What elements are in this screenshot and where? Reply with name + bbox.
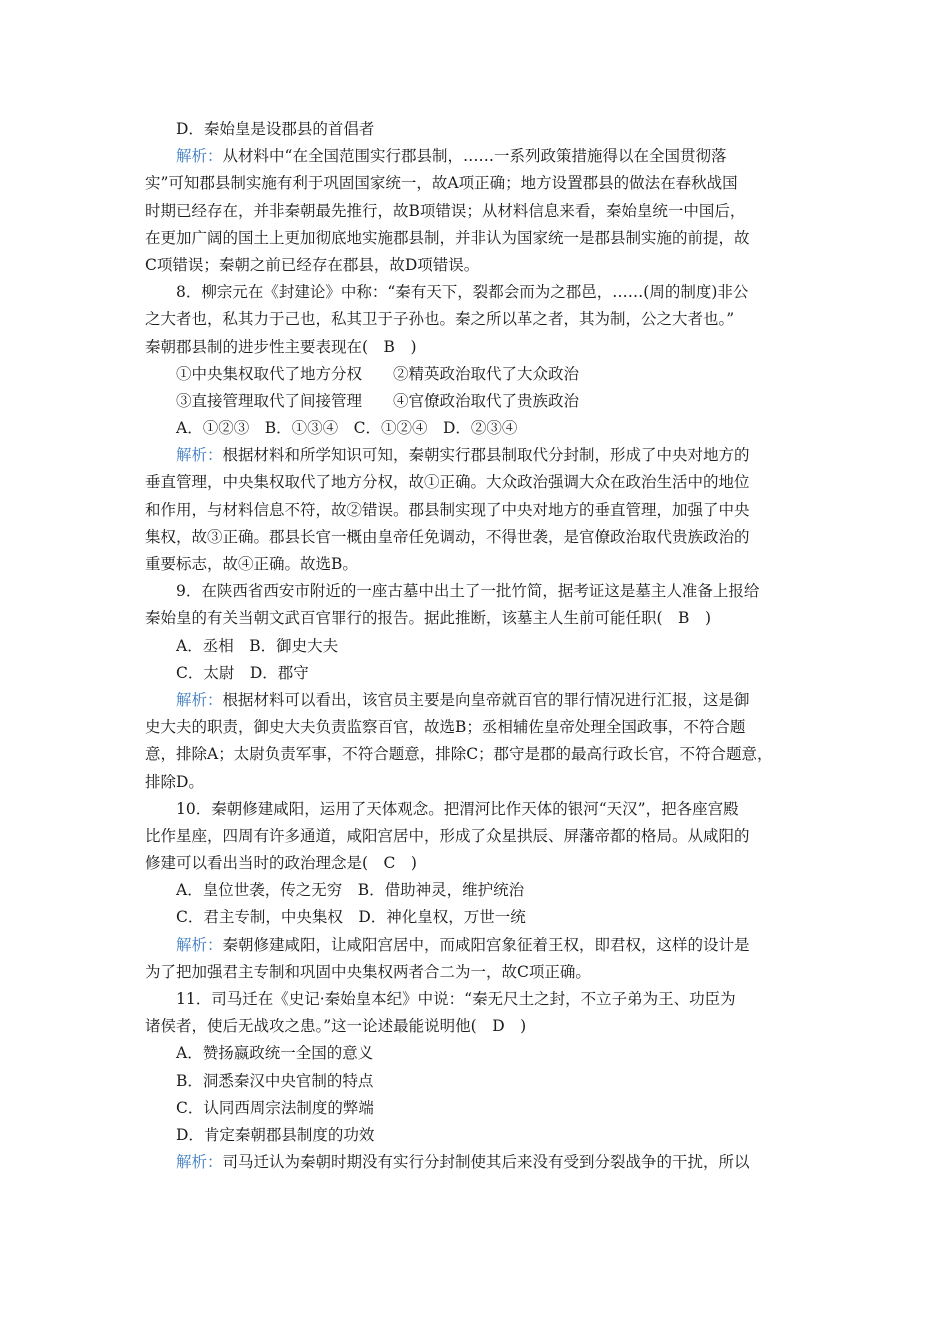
- line-text: 排除D。: [145, 772, 204, 791]
- text-line: [145, 959, 813, 986]
- text-line: [145, 1149, 813, 1176]
- line-text: 8．柳宗元在《封建论》中称：“秦有天下，裂都会而为之郡邑，……(周的制度)非公: [176, 283, 749, 302]
- text-line: [145, 442, 813, 469]
- text-line: [145, 877, 813, 904]
- text-line: [145, 1068, 813, 1095]
- line-text: 11．司马迁在《史记·秦始皇本纪》中说：“秦无尺土之封，不立子弟为王、功臣为: [176, 990, 736, 1008]
- text-line: [145, 524, 813, 551]
- line-text: 司马迁认为秦朝时期没有实行分封制使其后来没有受到分裂战争的干扰，所以: [222, 1153, 750, 1172]
- line-text: 诸侯者，使后无战攻之患。”这一论述最能说明他( D ): [145, 1017, 527, 1036]
- line-text: 之大者也，私其力于己也，私其卫于子孙也。秦之所以革之者，其为制，公之大者也。”: [145, 310, 735, 329]
- text-line: [145, 904, 813, 931]
- text-line: [145, 361, 813, 388]
- line-text: ①中央集权取代了地方分权 ②精英政治取代了大众政治: [176, 364, 580, 383]
- line-text: 和作用，与材料信息不符，故②错误。郡县制实现了中央对地方的垂直管理，加强了中央: [145, 500, 750, 519]
- line-text: 实”可知郡县制实施有利于巩固国家统一，故A项正确；地方设置郡县的做法在春秋战国: [145, 174, 738, 193]
- line-text: 比作星座，四周有许多通道，咸阳宫居中，形成了众星拱辰、屏藩帝都的格局。从咸阳的: [145, 826, 750, 845]
- text-line: [145, 225, 813, 252]
- text-line: [145, 1040, 813, 1067]
- text-line: [145, 796, 813, 823]
- text-line: [145, 932, 813, 959]
- line-text: B．洞悉秦汉中央官制的特点: [176, 1071, 374, 1090]
- line-text: A．赞扬嬴政统一全国的意义: [176, 1044, 374, 1063]
- line-text: 在更加广阔的国土上更加彻底地实施郡县制，并非认为国家统一是郡县制实施的前提，故: [145, 228, 750, 247]
- line-text: C．认同西周宗法制度的弊端: [176, 1098, 374, 1117]
- line-text: 从材料中“在全国范围实行郡县制，……一系列政策措施得以在全国贯彻落: [222, 147, 727, 166]
- line-text: 秦朝修建咸阳，让咸阳宫居中，而咸阳宫象征着王权，即君权，这样的设计是: [222, 935, 750, 954]
- document-body: [145, 116, 813, 1176]
- text-line: [145, 741, 813, 768]
- line-text: 时期已经存在，并非秦朝最先推行，故B项错误；从材料信息来看，秦始皇统一中国后，: [145, 201, 746, 220]
- text-line: [145, 850, 813, 877]
- line-text: 根据材料和所学知识可知，秦朝实行郡县制取代分封制，形成了中央对地方的: [222, 446, 750, 465]
- text-line: [145, 823, 813, 850]
- line-text: A．丞相 B．御史大夫: [176, 636, 339, 655]
- text-line: [145, 633, 813, 660]
- line-text: 为了把加强君主专制和巩固中央集权两者合二为一，故C项正确。: [145, 962, 591, 981]
- line-text: 秦始皇的有关当朝文武百官罪行的报告。据此推断，该墓主人生前可能任职( B ): [145, 609, 711, 628]
- line-text: 集权，故③正确。郡县长官一概由皇帝任免调动，不得世袭，是官僚政治取代贵族政治的: [145, 527, 750, 546]
- text-line: [145, 986, 813, 1013]
- line-text: 根据材料可以看出，该官员主要是向皇帝就百官的罪行情况进行汇报，这是御: [222, 690, 750, 709]
- line-text: 修建可以看出当时的政治理念是( C ): [145, 854, 417, 873]
- text-line: [145, 687, 813, 714]
- text-line: [145, 551, 813, 578]
- line-text: A．①②③ B．①③④ C．①②④ D．②③④: [176, 419, 518, 438]
- text-line: [145, 143, 813, 170]
- line-text: D．肯定秦朝郡县制度的功效: [176, 1125, 375, 1144]
- line-text: D．秦始皇是设郡县的首倡者: [176, 120, 375, 138]
- line-text: C项错误；秦朝之前已经存在郡县，故D项错误。: [145, 255, 480, 274]
- line-text: 意，排除A；太尉负责军事，不符合题意，排除C；郡守是郡的最高行政长官，不符合题意，: [145, 745, 773, 764]
- line-text: 10．秦朝修建咸阳，运用了天体观念。把渭河比作天体的银河“天汉”，把各座宫殿: [176, 799, 739, 818]
- text-line: [145, 170, 813, 197]
- analysis-label: 解析：: [176, 690, 223, 709]
- line-text: A．皇位世袭，传之无穷 B．借助神灵，维护统治: [176, 881, 525, 900]
- text-line: [145, 1122, 813, 1149]
- line-text: 重要标志，故④正确。故选B。: [145, 555, 358, 573]
- text-line: [145, 578, 813, 605]
- analysis-label: 解析：: [176, 935, 223, 954]
- text-line: [145, 334, 813, 361]
- text-line: [145, 415, 813, 442]
- text-line: [145, 116, 813, 143]
- text-line: [145, 198, 813, 225]
- text-line: [145, 1095, 813, 1122]
- text-line: [145, 660, 813, 687]
- line-text: ③直接管理取代了间接管理 ④官僚政治取代了贵族政治: [176, 391, 580, 410]
- text-line: [145, 769, 813, 796]
- text-line: [145, 605, 813, 632]
- text-line: [145, 388, 813, 415]
- text-line: [145, 252, 813, 279]
- analysis-label: 解析：: [176, 147, 223, 166]
- line-text: 秦朝郡县制的进步性主要表现在( B ): [145, 337, 417, 356]
- text-line: [145, 1013, 813, 1040]
- line-text: 垂直管理，中央集权取代了地方分权，故①正确。大众政治强调大众在政治生活中的地位: [145, 473, 750, 492]
- line-text: 史大夫的职责，御史大夫负责监察百官，故选B；丞相辅佐皇帝处理全国政事，不符合题: [145, 718, 746, 737]
- analysis-label: 解析：: [176, 446, 223, 465]
- text-line: [145, 279, 813, 306]
- analysis-label: 解析：: [176, 1153, 223, 1172]
- line-text: C．太尉 D．郡守: [176, 663, 309, 682]
- text-line: [145, 714, 813, 741]
- text-line: [145, 306, 813, 333]
- line-text: 9．在陕西省西安市附近的一座古墓中出土了一批竹简，据考证这是墓主人准备上报给: [176, 582, 760, 601]
- text-line: [145, 469, 813, 496]
- line-text: C．君主专制，中央集权 D．神化皇权，万世一统: [176, 908, 526, 927]
- text-line: [145, 497, 813, 524]
